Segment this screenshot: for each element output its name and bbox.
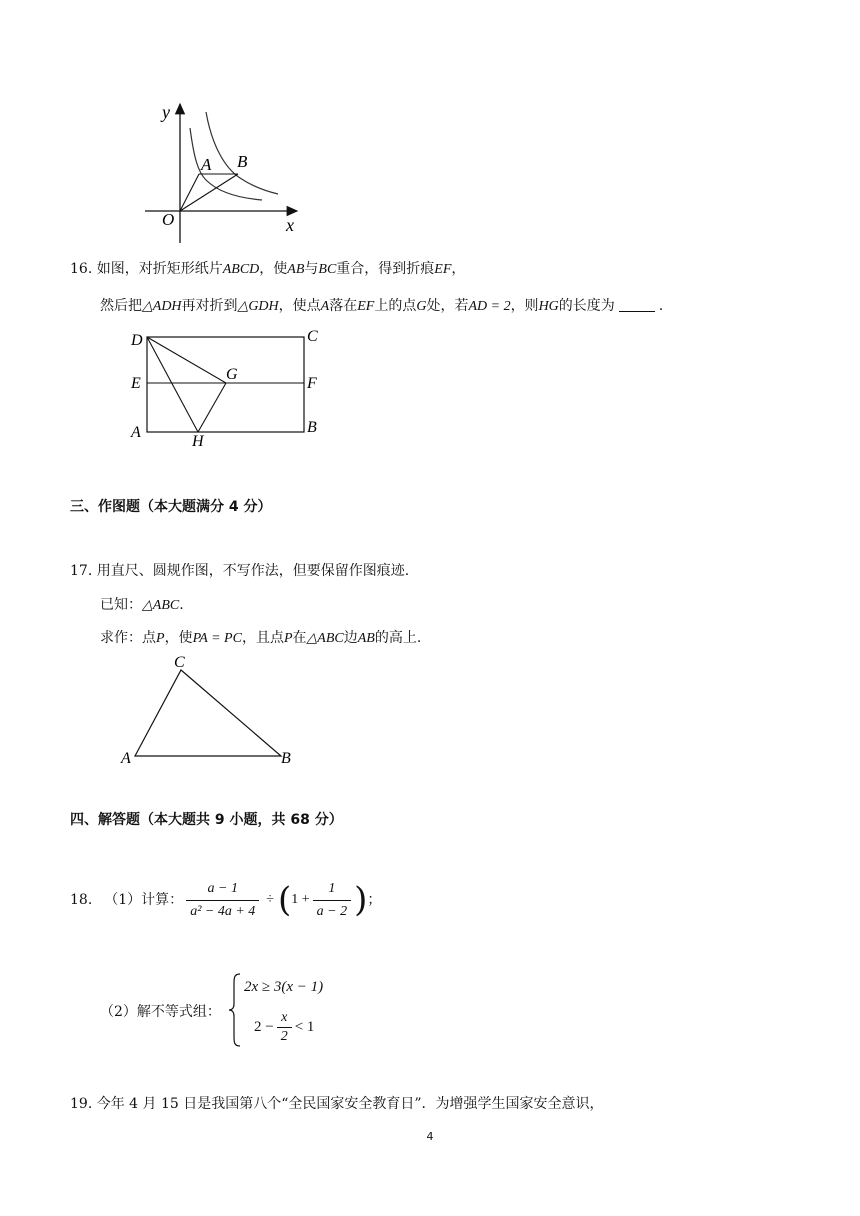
q18-number: 18.: [70, 892, 93, 908]
label-a: A: [201, 155, 212, 174]
inequality-1: 2x ≥ 3(x − 1): [244, 979, 324, 995]
label-a: A: [121, 750, 131, 767]
section-4-heading: 四、解答题（本大题共 9 小题，共 68 分）: [70, 812, 343, 828]
q16-line1: 16. 如图，对折矩形纸片ABCD，使AB与BC重合，得到折痕EF，: [70, 261, 466, 277]
section-3-heading: 三、作图题（本大题满分 4 分）: [70, 499, 272, 515]
page-number: 4: [426, 1130, 434, 1143]
segment-gh: [198, 383, 226, 432]
q18-part1: 18. （1）计算： $\frac{a - 1}{\text{a² − 4a + 4}}$ ÷ ( 1 + $\frac{1}{a - 2}$ ) ；: [70, 880, 382, 920]
label-g: G: [226, 366, 238, 383]
brace: [228, 972, 242, 1048]
label-e: E: [131, 375, 141, 392]
q19-number: 19.: [70, 1096, 93, 1112]
label-b: B: [237, 152, 248, 171]
q16-number: 16.: [70, 261, 93, 277]
q19-line1: 19. 今年 4 月 15 日是我国第八个“全民国家安全教育日”．为增强学生国家安全意识，: [70, 1096, 604, 1112]
q17-require: 求作：点P，使PA = PC，且点P在△ABC边AB的高上.: [100, 630, 422, 646]
label-d: D: [131, 332, 143, 349]
q17-known: 已知：△ABC.: [100, 597, 184, 613]
label-y: y: [162, 102, 170, 122]
label-b: B: [307, 419, 317, 436]
fig17-triangle: [115, 650, 305, 770]
inequality-system: [228, 972, 358, 1048]
q16-line2: 然后把△ADH再对折到△GDH，使点A落在EF上的点G处，若AD = 2，则HG的长度为 .: [100, 298, 664, 314]
label-c: C: [307, 328, 318, 345]
q18-part2-label: （2）解不等式组：: [100, 1004, 221, 1020]
label-b: B: [281, 750, 291, 767]
fraction-1: $\frac{a - 1}{\text{a² − 4a + 4}}$: [186, 879, 259, 922]
segment-ob: [180, 174, 238, 211]
fig15-graph: [140, 98, 310, 248]
answer-blank[interactable]: [619, 297, 655, 312]
q17-number: 17.: [70, 563, 93, 579]
label-h: H: [192, 433, 204, 450]
inequality-2: 2 − $\frac{x}{2}$ < 1: [254, 1009, 315, 1044]
label-a: A: [131, 424, 141, 441]
fraction-2: $\frac{1}{a - 2}$: [313, 879, 351, 922]
label-c: C: [174, 654, 185, 671]
label-o: O: [162, 210, 175, 229]
fig16-rectangle: [125, 325, 335, 450]
label-x: x: [286, 215, 294, 235]
label-f: F: [307, 375, 317, 392]
q17-line1: 17. 用直尺、圆规作图，不写作法，但要保留作图痕迹.: [70, 563, 410, 579]
triangle-abc: [135, 670, 281, 756]
